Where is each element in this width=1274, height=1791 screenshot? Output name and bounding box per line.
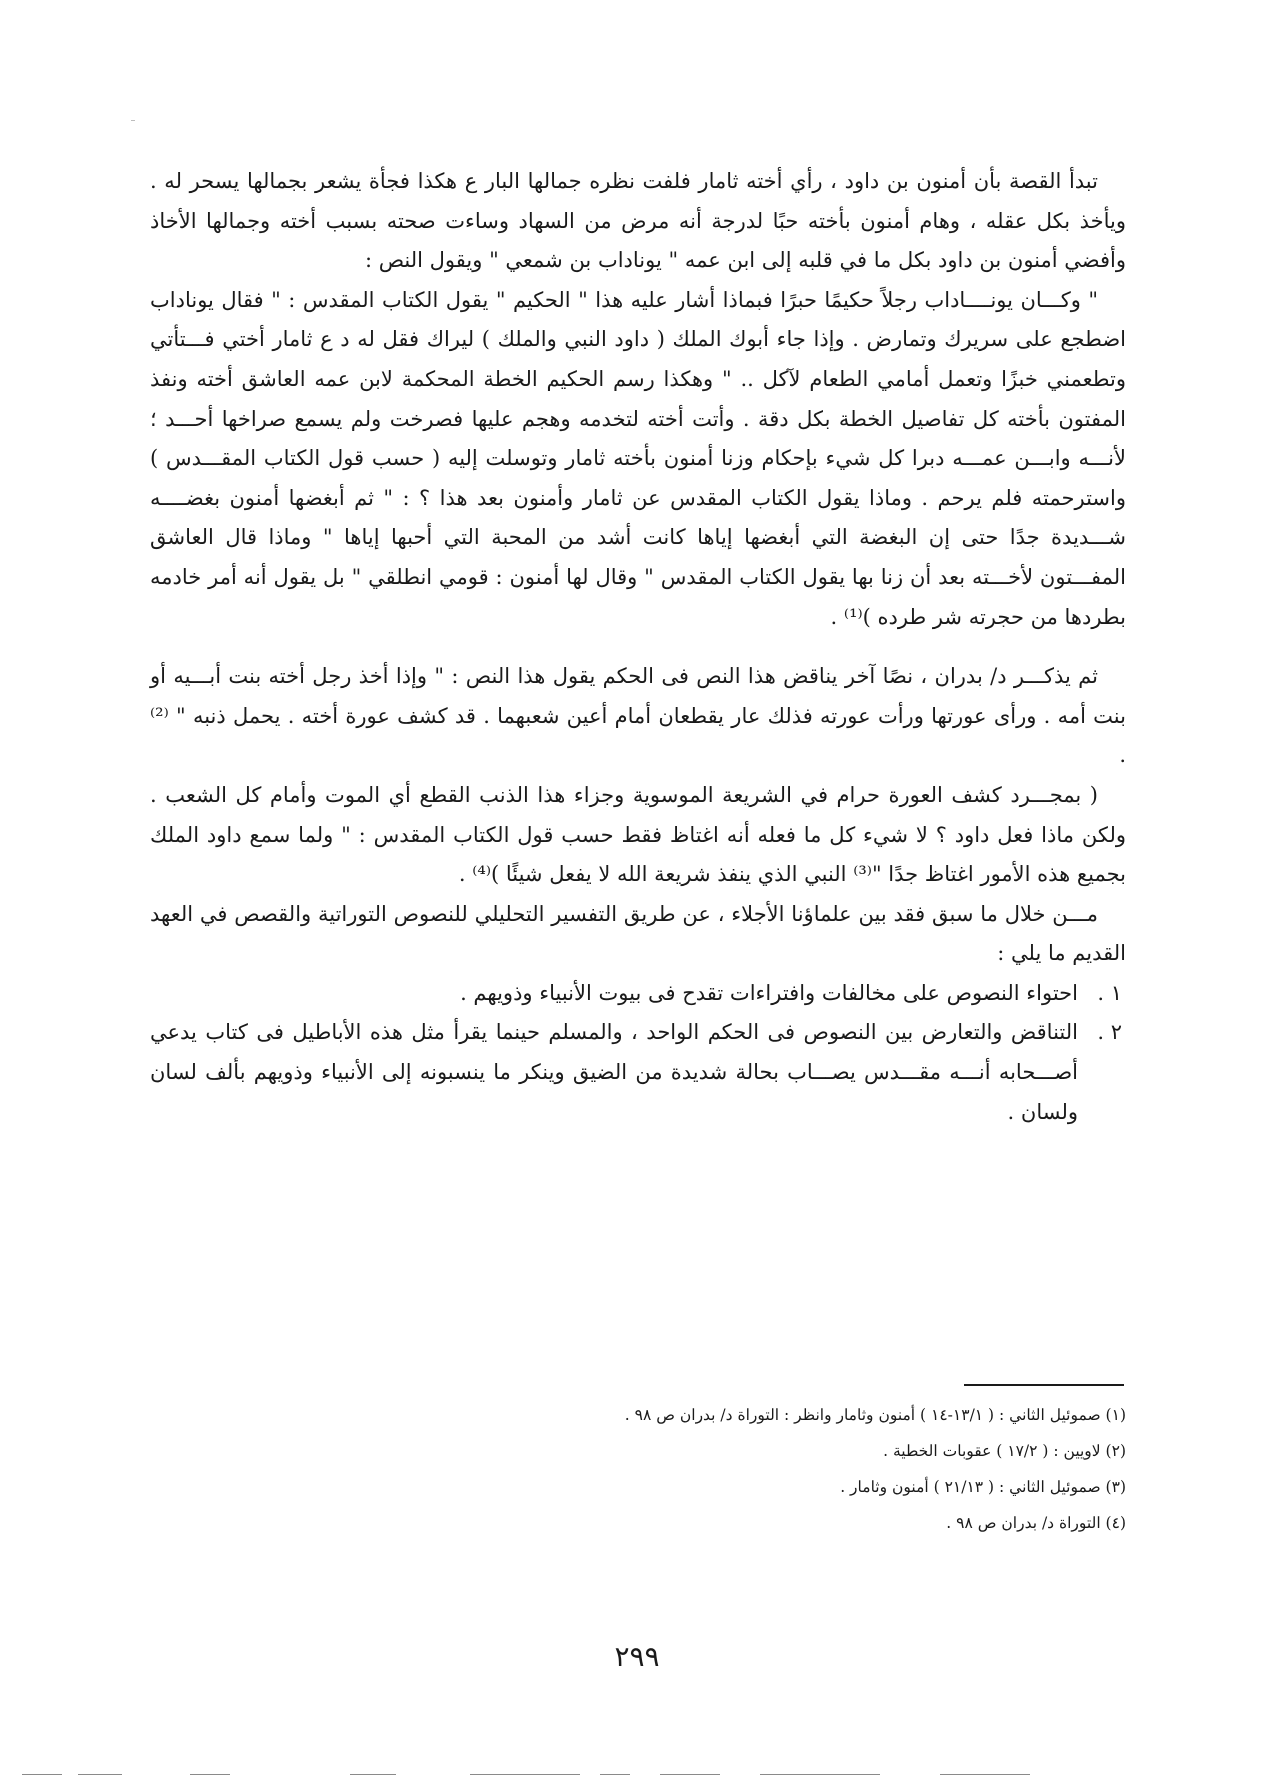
scan-speck (131, 120, 135, 121)
scan-dash (940, 1774, 1030, 1775)
list-text: احتواء النصوص على مخالفات وافتراءات تقدح فى بيوت الأنبياء وذويهم . (460, 980, 1078, 1005)
paragraph: تبدأ القصة بأن أمنون بن داود ، رأي أخته ثامار فلفت نظره جمالها البار ع هكذا فجأة يشعر بجمالها يسحر له . ويأخذ بكل عقله ، وهام أمنون بأخته حبًا لدرجة أنه مرض من السهاد وساءت صحته بسبب أخته وجمالها الأخاذ وأفضي أمنون بن داود بكل ما في قلبه إلى ابن عمه " يوناداب بن شمعي " ويقول النص : (150, 169, 1126, 273)
footnote: (٣) صموئيل الثاني : ( ٢١/١٣ ) أمنون وثامار . (840, 1478, 1126, 1496)
footnote: (١) صموئيل الثاني : ( ١٣/١-١٤ ) أمنون وثامار وانظر : التوراة د/ بدران ص ٩٨ . (624, 1406, 1126, 1424)
list-item (150, 1013, 1126, 1132)
conclusion-list (150, 974, 1126, 1132)
paragraph: " وكـــان يونــــاداب رجلاً حكيمًا حبرًا فبماذا أشار عليه هذا " الحكيم " يقول الكتاب المقدس : " فقال يوناداب اضطجع على سريرك وتمارض . وإذا جاء أبوك الملك ( داود النبي والملك ) ليراك فقل له د ع ثامار أختي فـــتأتي وتطعمني خبزًا وتعمل أمامي الطعام لآكل .. " وهكذا رسم الحكيم الخطة المحكمة لابن عمه العاشق أخته ونفذ المفتون بأخته كل تفاصيل الخطة بكل دقة . وأتت أخته لتخدمه وهجم عليها فصرخت ولم يسمع صراخها أحـــد ؛ لأنـــه وابـــن عمـــه دبرا كل شيء بإحكام وزنا أمنون بأخته ثامار وتوسلت إليه ( حسب قول الكتاب المقـــدس ) واسترحمته فلم يرحم . وماذا يقول الكتاب المقدس عن ثامار وأمنون بعد هذا ؟ : " ثم أبغضها أمنون بغضــــه شـــديدة جدًا حتى إن البغضة التي أبغضها إياها كانت أشد من المحبة التي أحبها إياها " وماذا قال العاشق المفـــتون لأخـــته بعد أن زنا بها يقول الكتاب المقدس " وقال لها أمنون : قومي انطلقي " بل يقول أنه أمر خادمه بطردها من حجرته شر طرده )⁽¹⁾ . (150, 287, 1126, 629)
scan-dash (22, 1774, 62, 1775)
scan-dash (760, 1774, 880, 1775)
scan-dash (350, 1774, 396, 1775)
footnote: (٤) التوراة د/ بدران ص ٩٨ . (946, 1514, 1126, 1532)
main-text (150, 162, 1126, 1132)
scan-dash (660, 1774, 720, 1775)
page-number: ٢٩٩ (614, 1640, 660, 1673)
scan-dash (600, 1774, 630, 1775)
footnote: (٢) لاويين : ( ١٧/٢ ) عقوبات الخطية . (883, 1442, 1126, 1460)
paragraph: ( بمجـــرد كشف العورة حرام في الشريعة الموسوية وجزاء هذا الذنب القطع أي الموت وأمام كل الشعب . ولكن ماذا فعل داود ؟ لا شيء كل ما فعله أنه اغتاظ فقط حسب قول الكتاب المقدس : " ولما سمع داود الملك بجميع هذه الأمور اغتاظ جدًا "⁽³⁾ النبي الذي ينفذ شريعة الله لا يفعل شيئًا )⁽⁴⁾ . (150, 782, 1126, 887)
scan-dash (470, 1774, 580, 1775)
list-number: ٢ . (1097, 1020, 1122, 1045)
list-text: التناقض والتعارض بين النصوص فى الحكم الواحد ، والمسلم حينما يقرأ مثل هذه الأباطيل فى كتاب يدعي أصـــحابه أنـــه مقـــدس يصـــاب بحالة شديدة من الضيق وينكر ما ينسبونه إلى الأنبياء وذويهم بألف لسان ولسان . (150, 1020, 1078, 1124)
paragraph: مـــن خلال ما سبق فقد بين علماؤنا الأجلاء ، عن طريق التفسير التحليلي للنصوص التوراتية والقصص في العهد القديم ما يلي : (150, 901, 1126, 966)
list-item (150, 974, 1126, 1014)
scan-edge-dashes (0, 1774, 1274, 1778)
footnotes (150, 1397, 1126, 1541)
scan-dash (78, 1774, 122, 1775)
footnote-separator (964, 1384, 1124, 1386)
scan-dash (190, 1774, 230, 1775)
list-number: ١ . (1097, 980, 1122, 1005)
paragraph: ثم يذكـــر د/ بدران ، نصًا آخر يناقض هذا النص فى الحكم يقول هذا النص : " وإذا أخذ رجل أخته بنت أبـــيه أو بنت أمه . ورأى عورتها ورأت عورته فذلك عار يقطعان أمام أعين شعبهما . قد كشف عورة أخته . يحمل ذنبه " ⁽²⁾ . (150, 664, 1126, 768)
